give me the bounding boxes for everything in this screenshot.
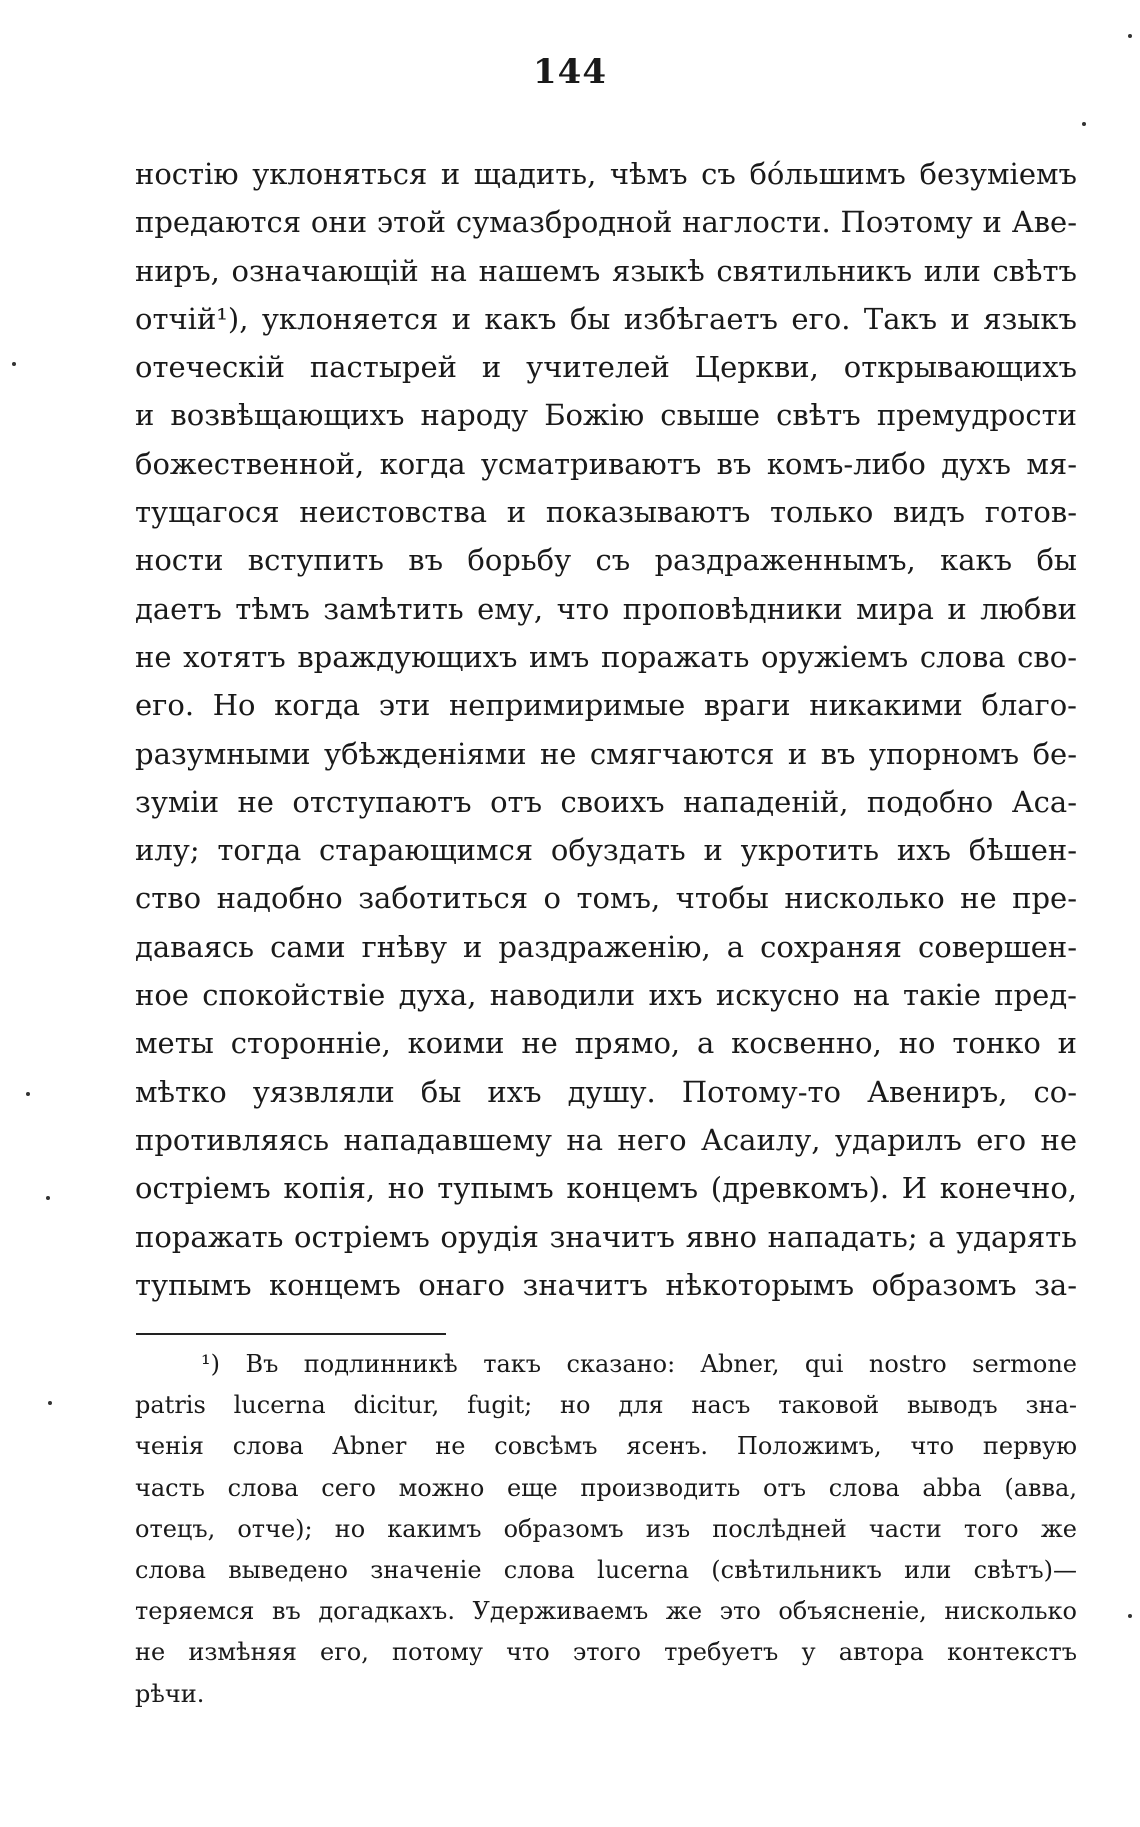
scan-speck bbox=[12, 362, 16, 366]
main-text-line: ное спокойствіе духа, наводили ихъ искусно на такіе пред- bbox=[135, 978, 1077, 1013]
main-text-line: даетъ тѣмъ замѣтить ему, что проповѣдники мира и любви bbox=[135, 591, 1077, 626]
scan-speck bbox=[1128, 34, 1132, 38]
main-text-line: даваясь сами гнѣву и раздраженію, а сохраняя совершен- bbox=[135, 929, 1077, 964]
main-text-line: остріемъ копія, но тупымъ концемъ (древкомъ). И конечно, bbox=[135, 1171, 1077, 1206]
main-text-line: ниръ, означающій на нашемъ языкѣ святильникъ или свѣтъ bbox=[135, 253, 1077, 288]
main-text-line: тупымъ концемъ онаго значитъ нѣкоторымъ образомъ за- bbox=[135, 1267, 1077, 1302]
main-text-line: предаются они этой сумазбродной наглости. Поэтому и Аве- bbox=[135, 205, 1077, 240]
footnote-line: слова выведено значеніе слова lucerna (свѣтильникъ или свѣтъ)— bbox=[135, 1555, 1077, 1584]
main-text-line: ностію уклоняться и щадить, чѣмъ съ бо́льшимъ безуміемъ bbox=[135, 157, 1077, 191]
scan-speck bbox=[1128, 1614, 1132, 1618]
main-text-line: ности вступить въ борьбу съ раздраженнымъ, какъ бы bbox=[135, 543, 1077, 578]
scan-speck bbox=[26, 1092, 30, 1096]
scan-speck bbox=[46, 1196, 50, 1200]
footnote-line: рѣчи. bbox=[135, 1679, 205, 1708]
main-text-line: отчій¹), уклоняется и какъ бы избѣгаетъ его. Такъ и языкъ bbox=[135, 301, 1077, 336]
main-text-line: божественной, когда усматриваютъ въ комъ-либо духъ мя- bbox=[135, 446, 1077, 481]
footnote-line: не измѣняя его, потому что этого требуетъ у автора контекстъ bbox=[135, 1638, 1077, 1667]
footnote-line: теряемся въ догадкахъ. Удерживаемъ же это объясненіе, нисколько bbox=[135, 1597, 1077, 1626]
footnote-line: отецъ, отче); но какимъ образомъ изъ послѣдней части того же bbox=[135, 1514, 1077, 1543]
main-text-line: ство надобно заботиться о томъ, чтобы нисколько не пре- bbox=[135, 881, 1077, 916]
main-text-line: противляясь нападавшему на него Асаилу, ударилъ его не bbox=[135, 1122, 1077, 1157]
footnote-line: ченія слова Abner не совсѣмъ ясенъ. Положимъ, что первую bbox=[135, 1432, 1077, 1461]
footnote-line: ¹) Въ подлинникѣ такъ сказано: Abner, qui nostro sermone bbox=[201, 1350, 1077, 1378]
main-text-line: меты сторонніе, коими не прямо, а косвенно, но тонко и bbox=[135, 1026, 1077, 1061]
main-text-line: тущагося неистовства и показываютъ только видъ готов- bbox=[135, 495, 1077, 530]
footnote-line: часть слова сего можно еще производить отъ слова abba (авва, bbox=[135, 1473, 1077, 1502]
main-text-line: разумными убѣжденіями не смягчаются и въ упорномъ бе- bbox=[135, 736, 1077, 771]
scan-speck bbox=[1082, 122, 1086, 126]
main-text-line: его. Но когда эти непримиримые враги никакими благо- bbox=[135, 688, 1077, 723]
main-text-line: илу; тогда старающимся обуздать и укротить ихъ бѣшен- bbox=[135, 833, 1077, 868]
footnote bbox=[135, 1344, 1077, 1715]
footnote-line: patris lucerna dicitur, fugit; но для насъ таковой выводъ зна- bbox=[135, 1391, 1077, 1420]
main-text-line: зуміи не отступаютъ отъ своихъ нападеній, подобно Аса- bbox=[135, 784, 1077, 819]
main-text bbox=[135, 150, 1077, 1309]
main-text-line: отеческій пастырей и учителей Церкви, открывающихъ bbox=[135, 350, 1077, 385]
page-number: 144 bbox=[533, 52, 607, 92]
footnote-divider bbox=[136, 1333, 446, 1335]
main-text-line: мѣтко уязвляли бы ихъ душу. Потому-то Авениръ, со- bbox=[135, 1074, 1077, 1109]
main-text-line: не хотятъ враждующихъ имъ поражать оружіемъ слова сво- bbox=[135, 639, 1077, 674]
main-text-line: и возвѣщающихъ народу Божію свыше свѣтъ премудрости bbox=[135, 398, 1077, 433]
scan-speck bbox=[48, 1401, 52, 1405]
main-text-line: поражать остріемъ орудія значитъ явно нападать; а ударять bbox=[135, 1219, 1077, 1254]
